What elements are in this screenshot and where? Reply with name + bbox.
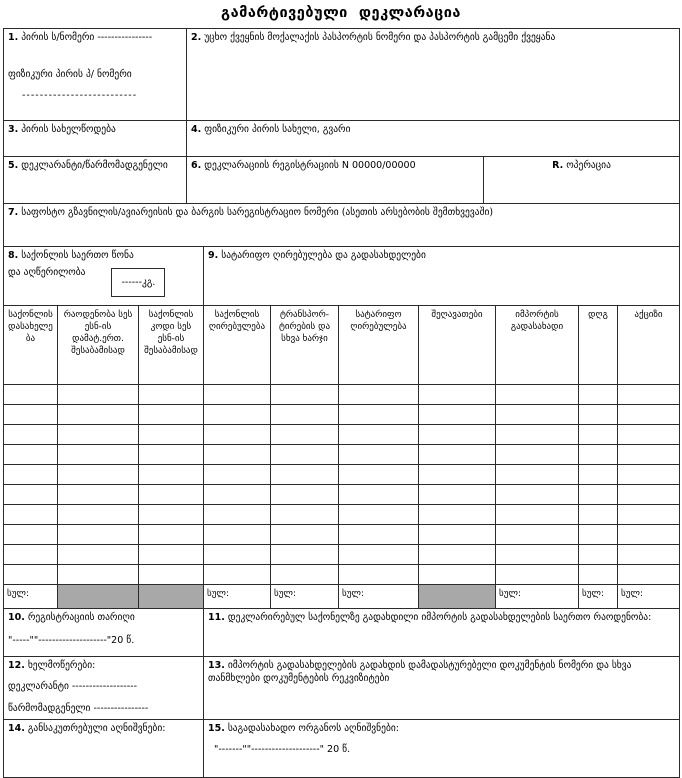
box-1-line2: ფიზიკური პირის პ/ ნომერი xyxy=(8,69,132,81)
box-11-label: დეკლარირებულ საქონელზე გადახდილი იმპორტის გადასახდელების საერთო რაოდენობა: xyxy=(227,612,652,623)
goods-empty-row xyxy=(4,465,680,485)
goods-empty-cell xyxy=(618,425,680,445)
box-number: 13. xyxy=(208,660,225,671)
goods-empty-row xyxy=(4,425,680,445)
lower-section xyxy=(3,608,680,778)
goods-empty-cell xyxy=(271,525,339,545)
goods-empty-cell xyxy=(618,565,680,585)
goods-empty-cell xyxy=(339,445,419,465)
box-12-label: ხელმოწერები: xyxy=(27,660,96,671)
goods-table-body xyxy=(4,385,680,585)
box-number: 12. xyxy=(8,660,25,671)
goods-empty-cell xyxy=(204,525,271,545)
goods-empty-cell xyxy=(139,485,204,505)
total-label-cell: სულ: xyxy=(271,585,339,609)
box-14-label: განსაკუთრებული აღნიშვნები: xyxy=(27,723,166,734)
box-14-special-notes xyxy=(4,720,204,778)
total-label-cell: სულ: xyxy=(204,585,271,609)
goods-empty-cell xyxy=(58,445,139,465)
goods-empty-cell xyxy=(339,565,419,585)
goods-empty-cell xyxy=(618,545,680,565)
box-number: 10. xyxy=(8,612,25,623)
goods-empty-cell xyxy=(271,465,339,485)
total-label-cell: სულ: xyxy=(339,585,419,609)
goods-empty-cell xyxy=(496,525,579,545)
col-benefits: შეღავათები xyxy=(419,306,496,385)
goods-header-row xyxy=(4,306,680,385)
box-number: 7. xyxy=(8,207,19,218)
box-15-tax-authority-notes xyxy=(204,720,680,778)
upper-section xyxy=(3,28,680,247)
box-7-label: საფოსტო გზავნილის/ავიარეისის და ბარგის სარეგისტრაციო ნომერი (ასეთის არსებობის შემთხვევაში) xyxy=(21,207,494,218)
goods-empty-row xyxy=(4,405,680,425)
goods-empty-cell xyxy=(204,545,271,565)
goods-empty-cell xyxy=(339,385,419,405)
col-excise: აქციზი xyxy=(618,306,680,385)
goods-empty-cell xyxy=(496,505,579,525)
box-number: 4. xyxy=(191,124,202,135)
goods-empty-cell xyxy=(139,565,204,585)
box-number: 8. xyxy=(8,250,19,261)
box-10-label: რეგისტრაციის თარიღი xyxy=(27,612,135,623)
total-label-cell: სულ: xyxy=(618,585,680,609)
goods-empty-cell xyxy=(139,505,204,525)
goods-empty-cell xyxy=(419,425,496,445)
box-8-line2: და აღწერილობა xyxy=(8,267,86,279)
goods-empty-cell xyxy=(339,525,419,545)
goods-empty-cell xyxy=(58,485,139,505)
goods-empty-cell xyxy=(58,545,139,565)
goods-empty-cell xyxy=(496,465,579,485)
goods-empty-cell xyxy=(579,565,618,585)
goods-empty-cell xyxy=(139,385,204,405)
weight-tariff-section xyxy=(3,246,680,306)
goods-empty-cell xyxy=(419,485,496,505)
goods-empty-cell xyxy=(58,465,139,485)
goods-empty-cell xyxy=(339,505,419,525)
box-number: 6. xyxy=(191,160,202,171)
goods-empty-cell xyxy=(271,405,339,425)
box-13-payment-document xyxy=(204,657,680,720)
goods-empty-cell xyxy=(419,505,496,525)
goods-empty-cell xyxy=(579,405,618,425)
goods-empty-cell xyxy=(579,425,618,445)
goods-empty-cell xyxy=(204,465,271,485)
col-goods-value: საქონლის ღირებულება xyxy=(204,306,271,385)
goods-empty-row xyxy=(4,445,680,465)
goods-empty-cell xyxy=(339,425,419,445)
weight-kg-value: ------კგ. xyxy=(121,277,156,289)
goods-empty-cell xyxy=(204,565,271,585)
box-number: 15. xyxy=(208,723,225,734)
goods-empty-cell xyxy=(419,385,496,405)
goods-empty-cell xyxy=(4,545,58,565)
goods-empty-cell xyxy=(618,445,680,465)
goods-empty-cell xyxy=(271,565,339,585)
goods-empty-cell xyxy=(139,525,204,545)
box-11-total-paid xyxy=(204,609,680,657)
box-number: 2. xyxy=(191,32,202,43)
goods-empty-row xyxy=(4,385,680,405)
box-r-operation xyxy=(484,157,680,204)
box-number: 14. xyxy=(8,723,25,734)
box-2-foreign-passport xyxy=(187,29,680,121)
goods-empty-cell xyxy=(58,405,139,425)
goods-empty-cell xyxy=(618,385,680,405)
box-9-label: სატარიფო ღირებულება და გადასახდელები xyxy=(221,250,426,261)
weight-kg-box xyxy=(111,268,165,297)
total-label-cell: სულ: xyxy=(496,585,579,609)
goods-empty-cell xyxy=(496,425,579,445)
goods-empty-cell xyxy=(139,445,204,465)
goods-empty-cell xyxy=(579,465,618,485)
box-7-postal-registration xyxy=(4,204,680,247)
box-10-date-line: "-----""--------------------"20 წ. xyxy=(8,635,135,647)
goods-empty-cell xyxy=(204,405,271,425)
total-shaded-cell xyxy=(139,585,204,609)
goods-empty-cell xyxy=(579,385,618,405)
box-15-line1 xyxy=(208,722,675,735)
goods-empty-cell xyxy=(618,505,680,525)
box-12-declarant-signature-line: დეკლარანტი ------------------- xyxy=(8,681,138,693)
goods-empty-cell xyxy=(496,485,579,505)
col-import-tax: იმპორტის გადასახადი xyxy=(496,306,579,385)
goods-empty-cell xyxy=(58,525,139,545)
goods-empty-row xyxy=(4,565,680,585)
goods-empty-cell xyxy=(204,505,271,525)
box-15-label: საგადასახადო ორგანოს აღნიშვნები: xyxy=(227,723,399,734)
goods-empty-cell xyxy=(4,405,58,425)
goods-empty-cell xyxy=(58,565,139,585)
box-6-registration-number xyxy=(187,157,484,204)
box-8-line1 xyxy=(8,249,199,262)
box-3-person-name xyxy=(4,121,187,157)
goods-empty-cell xyxy=(496,545,579,565)
goods-empty-cell xyxy=(271,505,339,525)
box-3-label: პირის სახელწოდება xyxy=(21,124,116,135)
goods-empty-cell xyxy=(271,385,339,405)
goods-empty-cell xyxy=(496,565,579,585)
goods-empty-cell xyxy=(4,485,58,505)
box-number: 5. xyxy=(8,160,19,171)
goods-empty-cell xyxy=(204,445,271,465)
box-1-label: პირის ს/ნომერი ---------------- xyxy=(21,32,153,43)
goods-table xyxy=(3,305,680,609)
box-1-line1 xyxy=(8,31,182,44)
col-goods-name: საქონლის დასახელება xyxy=(4,306,58,385)
goods-empty-cell xyxy=(618,465,680,485)
box-8-label: საქონლის საერთო წონა xyxy=(21,250,134,261)
goods-empty-cell xyxy=(579,545,618,565)
col-vat: დღგ xyxy=(579,306,618,385)
goods-empty-cell xyxy=(579,485,618,505)
goods-empty-cell xyxy=(339,465,419,485)
goods-empty-cell xyxy=(139,425,204,445)
goods-empty-cell xyxy=(4,425,58,445)
goods-empty-cell xyxy=(419,525,496,545)
goods-empty-cell xyxy=(204,385,271,405)
goods-empty-cell xyxy=(579,525,618,545)
goods-empty-cell xyxy=(419,565,496,585)
box-13-label: იმპორტის გადასახდელების გადახდის დამადასტურებელი დოკუმენტის ნომერი და სხვა თანმხლები დოკუმენტების რეკვიზიტები xyxy=(208,660,632,685)
col-transport-cost: ტრანსპორ- ტირების და სხვა ხარჯი xyxy=(271,306,339,385)
box-5-label: დეკლარანტი/წარმომადგენელი xyxy=(21,160,168,171)
box-4-physical-person-name xyxy=(187,121,680,157)
goods-empty-cell xyxy=(271,545,339,565)
goods-empty-cell xyxy=(419,405,496,425)
box-number: R. xyxy=(552,160,564,171)
goods-empty-cell xyxy=(58,425,139,445)
box-2-label: უცხო ქვეყნის მოქალაქის პასპორტის ნომერი და პასპორტის გამცემი ქვეყანა xyxy=(204,32,556,43)
col-quantity: რაოდენობა სეს ესნ-ის დამატ.ერთ. შესაბამისად xyxy=(58,306,139,385)
goods-empty-cell xyxy=(4,505,58,525)
goods-empty-cell xyxy=(419,545,496,565)
goods-empty-cell xyxy=(139,545,204,565)
box-12-signatures xyxy=(4,657,204,720)
goods-empty-cell xyxy=(204,425,271,445)
goods-empty-cell xyxy=(4,445,58,465)
goods-empty-cell xyxy=(339,545,419,565)
goods-empty-cell xyxy=(419,465,496,485)
goods-empty-cell xyxy=(618,405,680,425)
box-8-line2-row xyxy=(8,266,199,297)
total-label-cell: სულ: xyxy=(4,585,58,609)
goods-empty-cell xyxy=(419,445,496,465)
box-1-person-number xyxy=(4,29,187,121)
box-10-line1 xyxy=(8,611,199,624)
goods-empty-cell xyxy=(4,525,58,545)
goods-empty-cell xyxy=(271,485,339,505)
goods-empty-cell xyxy=(271,425,339,445)
goods-empty-cell xyxy=(579,445,618,465)
goods-empty-cell xyxy=(496,405,579,425)
goods-total-row xyxy=(4,585,680,609)
form-title: გამარტივებული დეკლარაცია xyxy=(221,5,461,21)
goods-empty-row xyxy=(4,485,680,505)
goods-empty-row xyxy=(4,525,680,545)
goods-empty-cell xyxy=(496,445,579,465)
box-number: 9. xyxy=(208,250,219,261)
box-number: 1. xyxy=(8,32,19,43)
goods-empty-cell xyxy=(4,465,58,485)
goods-empty-cell xyxy=(139,405,204,425)
box-number: 3. xyxy=(8,124,19,135)
total-label-cell: სულ: xyxy=(579,585,618,609)
box-r-label: ოპერაცია xyxy=(566,160,611,171)
box-10-registration-date xyxy=(4,609,204,657)
goods-empty-cell xyxy=(4,385,58,405)
goods-empty-cell xyxy=(58,505,139,525)
goods-empty-cell xyxy=(579,505,618,525)
box-5-declarant xyxy=(4,157,187,204)
box-number: 11. xyxy=(208,612,225,623)
box-15-date-line: "-------""--------------------" 20 წ. xyxy=(214,744,351,756)
goods-empty-row xyxy=(4,505,680,525)
goods-empty-row xyxy=(4,545,680,565)
total-shaded-cell xyxy=(419,585,496,609)
col-goods-code: საქონლის კოდი სეს ესნ-ის შესაბამისად xyxy=(139,306,204,385)
goods-empty-cell xyxy=(271,445,339,465)
box-12-representative-signature-line: წარმომადგენელი ---------------- xyxy=(8,702,149,714)
goods-empty-cell xyxy=(618,525,680,545)
goods-empty-cell xyxy=(339,405,419,425)
goods-empty-cell xyxy=(58,385,139,405)
total-shaded-cell xyxy=(58,585,139,609)
box-9-tariff-value xyxy=(204,247,680,306)
goods-empty-cell xyxy=(4,565,58,585)
declaration-form xyxy=(3,0,679,778)
box-1-blank-line: -------------------------- xyxy=(22,89,138,101)
goods-empty-cell xyxy=(339,485,419,505)
box-8-total-weight xyxy=(4,247,204,306)
col-tariff-value: სატარიფო ღირებულება xyxy=(339,306,419,385)
box-4-label: ფიზიკური პირის სახელი, გვარი xyxy=(204,124,351,135)
goods-empty-cell xyxy=(139,465,204,485)
box-6-label: დეკლარაციის რეგისტრაციის N 00000/00000 xyxy=(204,160,416,171)
goods-empty-cell xyxy=(496,385,579,405)
box-12-line1 xyxy=(8,659,199,672)
goods-empty-cell xyxy=(618,485,680,505)
goods-empty-cell xyxy=(204,485,271,505)
